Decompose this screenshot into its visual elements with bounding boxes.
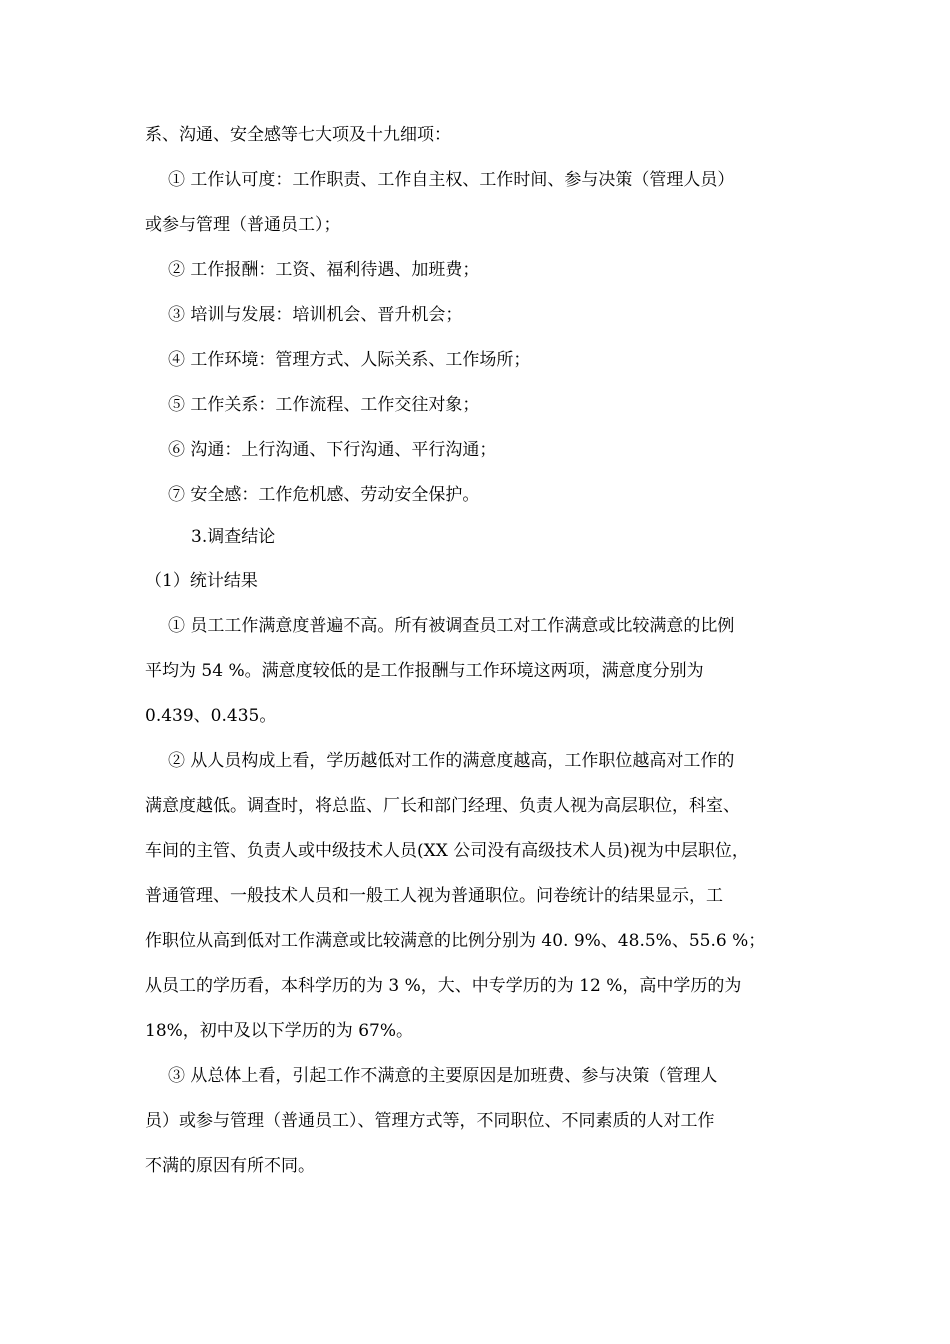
list-item-training: ③ 培训与发展：培训机会、晋升机会； <box>168 305 463 325</box>
result-paragraph-2: ② 从人员构成上看，学历越低对工作的满意度越高，工作职位越高对工作的 <box>168 751 735 771</box>
list-item-work-environment: ④ 工作环境：管理方式、人际关系、工作场所； <box>168 350 531 370</box>
text-line: 0.439、0.435。 <box>145 706 277 726</box>
text-line: 车间的主管、负责人或中级技术人员(XX 公司没有高级技术人员)视为中层职位， <box>145 841 749 861</box>
result-paragraph-1: ① 员工工作满意度普遍不高。所有被调查员工对工作满意或比较满意的比例 <box>168 616 735 636</box>
list-item-security: ⑦ 安全感：工作危机感、劳动安全保护。 <box>168 485 480 505</box>
text-line: 系、沟通、安全感等七大项及十九细项： <box>145 125 451 145</box>
list-item-work-recognition: ① 工作认可度：工作职责、工作自主权、工作时间、参与决策（管理人员） <box>168 170 735 190</box>
list-item-communication: ⑥ 沟通：上行沟通、下行沟通、平行沟通； <box>168 440 497 460</box>
text-line: 从员工的学历看，本科学历的为 3 %，大、中专学历的为 12 %，高中学历的为 <box>145 976 742 996</box>
text-line: 普通管理、一般技术人员和一般工人视为普通职位。问卷统计的结果显示，工 <box>145 886 723 906</box>
section-heading: 3.调查结论 <box>191 527 276 547</box>
list-item-work-pay: ② 工作报酬：工资、福利待遇、加班费； <box>168 260 480 280</box>
text-line: 或参与管理（普通员工）； <box>145 215 341 235</box>
list-item-work-relations: ⑤ 工作关系：工作流程、工作交往对象； <box>168 395 480 415</box>
subsection-heading: （1）统计结果 <box>145 571 258 591</box>
result-paragraph-3: ③ 从总体上看，引起工作不满意的主要原因是加班费、参与决策（管理人 <box>168 1066 718 1086</box>
text-line: 平均为 54 %。满意度较低的是工作报酬与工作环境这两项，满意度分别为 <box>145 661 704 681</box>
text-line: 18%，初中及以下学历的为 67%。 <box>145 1021 413 1041</box>
text-line: 满意度越低。调查时，将总监、厂长和部门经理、负责人视为高层职位，科室、 <box>145 796 740 816</box>
text-line: 员）或参与管理（普通员工）、管理方式等，不同职位、不同素质的人对工作 <box>145 1111 715 1131</box>
text-line: 不满的原因有所不同。 <box>145 1156 315 1176</box>
text-line: 作职位从高到低对工作满意或比较满意的比例分别为 40. 9%、48.5%、55.6 %； <box>145 931 766 951</box>
